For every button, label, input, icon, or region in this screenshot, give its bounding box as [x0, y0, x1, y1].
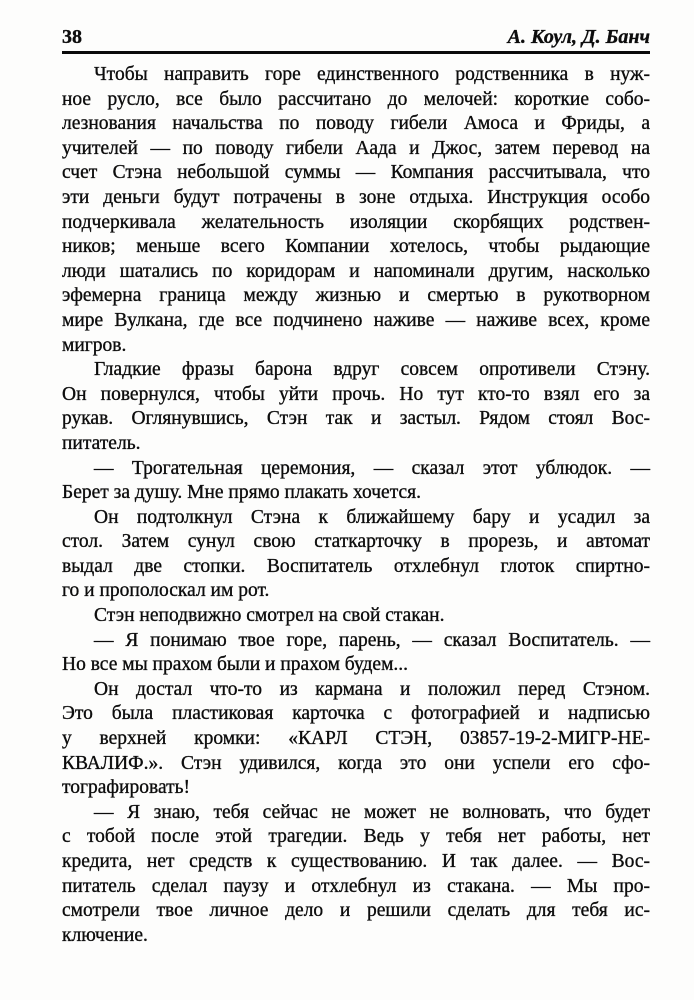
- text-line: Гладкие фразы барона вдруг совсем опротивели Стэну.: [94, 359, 650, 381]
- paragraph: [62, 358, 650, 456]
- paragraph: [62, 457, 650, 506]
- paragraph: [62, 678, 650, 801]
- text-line: Он повернулся, чтобы уйти прочь. Но тут кто-то взял его за: [62, 383, 650, 405]
- text-line: кредита, нет средств к существованию. И так далее. — Вос-: [62, 851, 650, 872]
- text-line: рукав. Оглянувшись, Стэн так и застыл. Рядом стоял Вос-: [62, 408, 650, 430]
- text-line: питатель сделал паузу и отхлебнул из стакана. — Мы про-: [62, 875, 650, 897]
- text-line: счет Стэна небольшой суммы — Компания рассчитывала, что: [62, 162, 650, 184]
- text-line: выдал две стопки. Воспитатель отхлебнул глоток спиртно-: [62, 555, 650, 577]
- running-header: [62, 0, 650, 48]
- running-title: А. Коул, Д. Банч: [507, 26, 650, 48]
- text-line: подчеркивала желательность изоляции скорбящих родствен-: [62, 211, 650, 233]
- text-line: Он достал что-то из кармана и положил перед Стэном.: [94, 678, 650, 700]
- text-line: питатель.: [62, 432, 141, 454]
- text-line: Берет за душу. Мне прямо плакать хочется.: [62, 482, 421, 504]
- text-line: эти деньги будут потрачены в зоне отдыха. Инструкция особо: [62, 186, 650, 208]
- paragraph: [62, 63, 650, 358]
- text-line: смотрели твое личное дело и решили сделать для тебя ис-: [62, 900, 650, 922]
- paragraph: [62, 801, 650, 949]
- text-line: тографировать!: [62, 777, 190, 799]
- header-rule: [62, 51, 650, 54]
- text-column: [62, 0, 650, 948]
- paragraph: [62, 506, 650, 604]
- text-line: мире Вулкана, где все подчинено наживе — наживе всех, кроме: [62, 309, 650, 331]
- text-line: — Трогательная церемония, — сказал этот ублюдок. —: [94, 457, 650, 479]
- text-line: ключение.: [62, 924, 148, 946]
- text-line: лезнования начальства по поводу гибели Амоса и Фриды, а: [62, 113, 650, 135]
- page-number: 38: [62, 26, 82, 48]
- text-line: го и прополоскал им рот.: [62, 580, 270, 602]
- text-line: — Я знаю, тебя сейчас не может не волновать, что будет: [94, 801, 650, 823]
- text-line: Стэн неподвижно смотрел на свой стакан.: [94, 605, 445, 627]
- paragraph: [62, 629, 650, 678]
- text-line: — Я понимаю твое горе, парень, — сказал Воспитатель. —: [94, 629, 650, 651]
- text-line: Он подтолкнул Стэна к ближайшему бару и усадил за: [94, 506, 650, 528]
- text-line: мигров.: [62, 334, 127, 356]
- text-line: у верхней кромки: «КАРЛ СТЭН, 03857-19-2-МИГР-НЕ-: [62, 728, 650, 750]
- text-line: Но все мы прахом были и прахом будем...: [62, 654, 409, 676]
- text-line: Чтобы направить горе единственного родственника в нуж-: [94, 64, 650, 85]
- text-line: учителей — по поводу гибели Аада и Джос, затем перевод на: [62, 137, 650, 159]
- text-line: стол. Затем сунул свою статкарточку в прорезь, и автомат: [62, 531, 650, 553]
- text-line: КВАЛИФ.». Стэн удивился, когда это они успели его сфо-: [62, 752, 650, 774]
- paragraph: [62, 604, 650, 629]
- page-body: [62, 63, 650, 948]
- text-line: ников; меньше всего Компании хотелось, чтобы рыдающие: [62, 236, 650, 258]
- text-line: люди шатались по коридорам и напоминали другим, насколько: [62, 260, 650, 282]
- text-line: с тобой после этой трагедии. Ведь у тебя нет работы, нет: [62, 826, 650, 848]
- text-line: ное русло, все было рассчитано до мелочей: короткие собо-: [62, 88, 650, 110]
- text-line: Это была пластиковая карточка с фотографией и надписью: [62, 703, 650, 725]
- text-line: эфемерна граница между жизнью и смертью в рукотворном: [62, 285, 650, 307]
